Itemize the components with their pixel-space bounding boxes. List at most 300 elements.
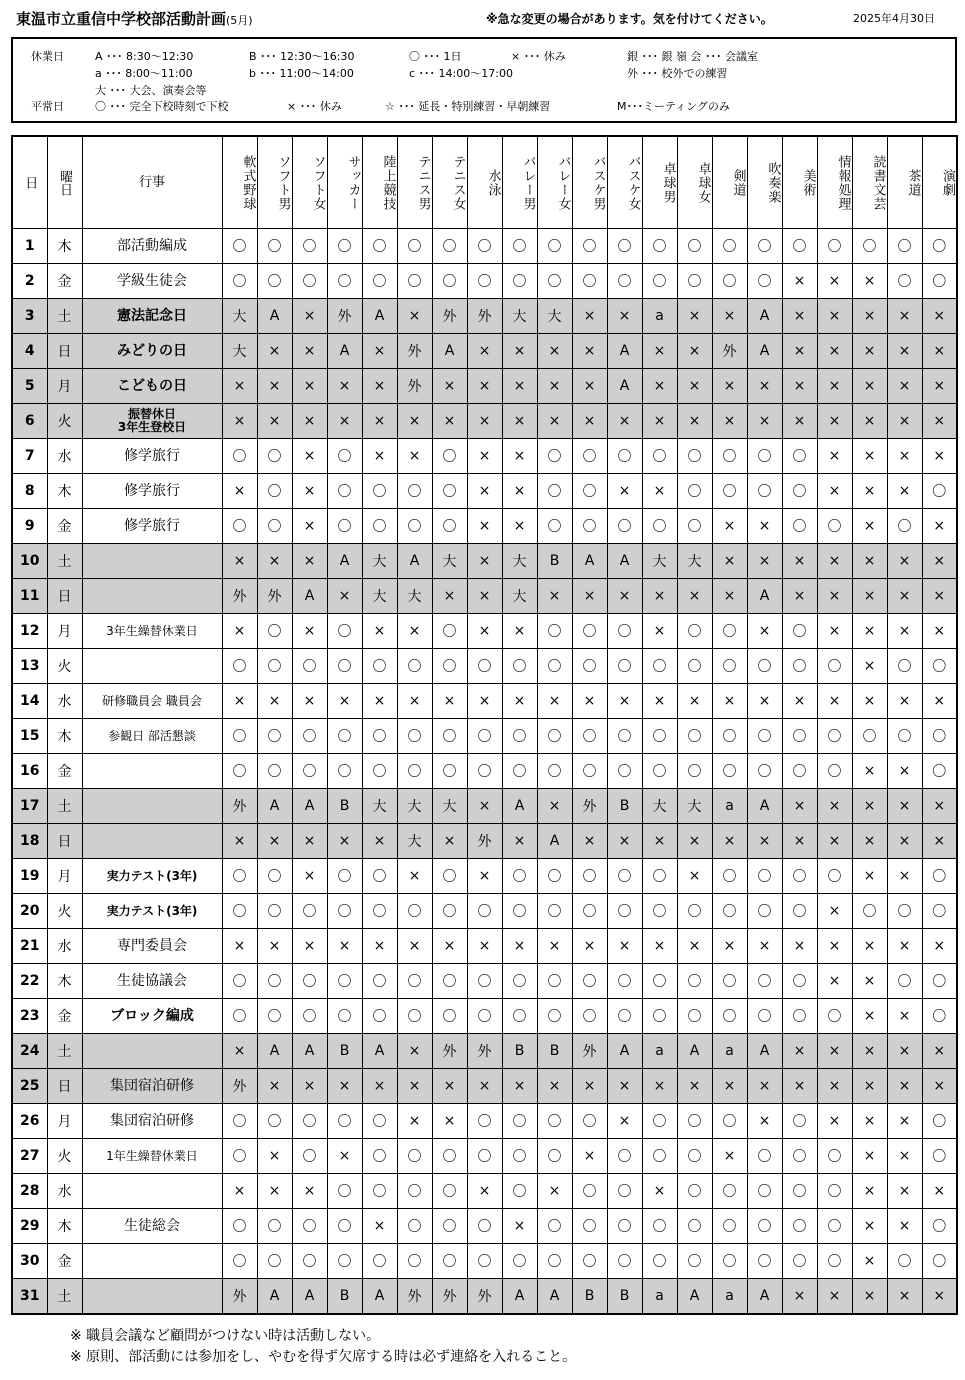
activity-cell: ×: [362, 439, 397, 474]
activity-cell: A: [292, 579, 327, 614]
activity-cell: 大: [502, 579, 537, 614]
activity-cell: 〇: [537, 229, 572, 264]
activity-cell: ×: [922, 824, 957, 859]
day-cell: 1: [12, 229, 47, 264]
activity-cell: 〇: [362, 894, 397, 929]
event-cell: ブロック編成: [82, 999, 222, 1034]
activity-cell: a: [712, 1279, 747, 1315]
activity-cell: 〇: [782, 719, 817, 754]
weekday-cell: 金: [47, 999, 82, 1034]
header-club: バスケ女: [607, 136, 642, 229]
activity-cell: 〇: [747, 999, 782, 1034]
table-row: [12, 614, 957, 649]
activity-cell: ×: [572, 824, 607, 859]
weekday-cell: 月: [47, 614, 82, 649]
activity-cell: ×: [572, 579, 607, 614]
activity-cell: 〇: [397, 229, 432, 264]
activity-cell: ×: [747, 369, 782, 404]
activity-cell: 〇: [537, 1244, 572, 1279]
activity-cell: 〇: [502, 1244, 537, 1279]
activity-cell: ×: [922, 369, 957, 404]
table-row: [12, 1069, 957, 1104]
activity-cell: 〇: [782, 754, 817, 789]
activity-cell: 〇: [712, 614, 747, 649]
activity-cell: 〇: [327, 719, 362, 754]
activity-cell: 〇: [782, 649, 817, 684]
header-club: バレー女: [537, 136, 572, 229]
activity-cell: 〇: [712, 719, 747, 754]
activity-cell: 〇: [817, 1139, 852, 1174]
day-cell: 31: [12, 1279, 47, 1315]
activity-cell: 〇: [432, 264, 467, 299]
activity-cell: 〇: [677, 264, 712, 299]
activity-cell: 〇: [222, 264, 257, 299]
activity-cell: 〇: [712, 1209, 747, 1244]
activity-cell: 〇: [887, 264, 922, 299]
activity-cell: ×: [852, 579, 887, 614]
activity-cell: A: [607, 334, 642, 369]
activity-cell: 〇: [432, 649, 467, 684]
activity-cell: ×: [642, 929, 677, 964]
activity-cell: ×: [677, 579, 712, 614]
activity-cell: 〇: [677, 999, 712, 1034]
activity-cell: A: [292, 1034, 327, 1069]
weekday-cell: 月: [47, 859, 82, 894]
activity-cell: ×: [467, 404, 502, 439]
activity-cell: 外: [432, 1034, 467, 1069]
activity-cell: ×: [677, 684, 712, 719]
activity-cell: 〇: [502, 229, 537, 264]
activity-cell: A: [747, 1279, 782, 1315]
event-cell: 部活動編成: [82, 229, 222, 264]
activity-cell: A: [257, 789, 292, 824]
activity-cell: 〇: [397, 894, 432, 929]
activity-cell: ×: [817, 964, 852, 999]
activity-cell: 〇: [362, 264, 397, 299]
footnote-2: ※ 原則、部活動には参加をし、やむを得ず欠席する時は必ず連絡を入れること。: [70, 1349, 577, 1365]
activity-cell: ×: [887, 1069, 922, 1104]
header-club: 水泳: [467, 136, 502, 229]
activity-cell: 〇: [257, 1104, 292, 1139]
activity-cell: 〇: [852, 719, 887, 754]
activity-cell: ×: [817, 894, 852, 929]
activity-cell: ×: [607, 474, 642, 509]
activity-cell: ×: [572, 404, 607, 439]
activity-cell: 〇: [467, 649, 502, 684]
activity-cell: 〇: [712, 474, 747, 509]
activity-cell: 〇: [327, 229, 362, 264]
activity-cell: ×: [922, 1279, 957, 1315]
activity-cell: 〇: [572, 649, 607, 684]
activity-cell: ×: [817, 264, 852, 299]
activity-cell: 〇: [397, 264, 432, 299]
activity-cell: 〇: [782, 894, 817, 929]
activity-cell: 〇: [712, 1244, 747, 1279]
activity-cell: 〇: [922, 1244, 957, 1279]
table-row: [12, 894, 957, 929]
event-cell: 学級生徒会: [82, 264, 222, 299]
activity-cell: 〇: [922, 894, 957, 929]
activity-cell: 〇: [677, 1139, 712, 1174]
activity-cell: 〇: [257, 1209, 292, 1244]
activity-cell: 〇: [222, 1209, 257, 1244]
activity-cell: ×: [922, 929, 957, 964]
table-row: [12, 1104, 957, 1139]
activity-cell: 〇: [222, 894, 257, 929]
activity-cell: ×: [922, 789, 957, 824]
day-cell: 14: [12, 684, 47, 719]
activity-cell: 〇: [747, 1244, 782, 1279]
activity-cell: 大: [362, 579, 397, 614]
activity-cell: ×: [502, 614, 537, 649]
activity-cell: 〇: [747, 754, 782, 789]
activity-cell: ×: [922, 439, 957, 474]
activity-cell: ×: [782, 1034, 817, 1069]
activity-cell: ×: [852, 299, 887, 334]
activity-cell: 〇: [747, 264, 782, 299]
weekday-cell: 土: [47, 544, 82, 579]
activity-cell: ×: [257, 1174, 292, 1209]
activity-cell: B: [327, 1034, 362, 1069]
activity-cell: ×: [327, 579, 362, 614]
activity-cell: ×: [327, 684, 362, 719]
activity-cell: ×: [502, 404, 537, 439]
activity-cell: 〇: [537, 649, 572, 684]
activity-cell: ×: [642, 614, 677, 649]
activity-cell: 〇: [747, 964, 782, 999]
activity-cell: 〇: [327, 859, 362, 894]
activity-cell: 〇: [712, 439, 747, 474]
activity-cell: 〇: [432, 754, 467, 789]
activity-cell: 〇: [712, 894, 747, 929]
activity-cell: 〇: [327, 264, 362, 299]
activity-cell: ×: [432, 824, 467, 859]
weekday-cell: 金: [47, 509, 82, 544]
activity-cell: ×: [782, 369, 817, 404]
activity-cell: ×: [922, 509, 957, 544]
day-cell: 30: [12, 1244, 47, 1279]
activity-cell: 〇: [677, 754, 712, 789]
activity-cell: 大: [677, 789, 712, 824]
activity-cell: 〇: [782, 859, 817, 894]
activity-cell: A: [502, 789, 537, 824]
activity-cell: ×: [817, 684, 852, 719]
activity-cell: ×: [852, 1069, 887, 1104]
activity-cell: 〇: [432, 964, 467, 999]
table-row: [12, 509, 957, 544]
event-cell: 修学旅行: [82, 474, 222, 509]
activity-cell: ×: [922, 684, 957, 719]
weekday-cell: 木: [47, 229, 82, 264]
activity-cell: 〇: [642, 999, 677, 1034]
activity-cell: ×: [397, 404, 432, 439]
weekday-cell: 木: [47, 474, 82, 509]
activity-cell: 〇: [572, 1104, 607, 1139]
activity-cell: 〇: [362, 754, 397, 789]
activity-cell: ×: [537, 684, 572, 719]
activity-cell: 〇: [642, 859, 677, 894]
activity-cell: ×: [572, 334, 607, 369]
day-cell: 9: [12, 509, 47, 544]
table-row: [12, 754, 957, 789]
weekday-cell: 土: [47, 299, 82, 334]
activity-cell: 大: [397, 824, 432, 859]
activity-cell: ×: [817, 579, 852, 614]
activity-cell: 〇: [887, 964, 922, 999]
activity-cell: 〇: [817, 754, 852, 789]
activity-cell: 〇: [362, 229, 397, 264]
activity-cell: ×: [887, 1104, 922, 1139]
activity-cell: ×: [292, 509, 327, 544]
activity-cell: 〇: [327, 1174, 362, 1209]
table-body: [12, 229, 957, 1315]
activity-cell: 〇: [537, 754, 572, 789]
activity-cell: 〇: [432, 859, 467, 894]
activity-cell: 〇: [677, 229, 712, 264]
activity-cell: ×: [712, 299, 747, 334]
activity-cell: 〇: [432, 1139, 467, 1174]
activity-cell: 〇: [467, 264, 502, 299]
activity-cell: 大: [397, 579, 432, 614]
activity-cell: ×: [817, 439, 852, 474]
activity-cell: 〇: [222, 754, 257, 789]
activity-cell: 〇: [292, 719, 327, 754]
weekday-cell: 土: [47, 789, 82, 824]
activity-cell: 〇: [817, 1209, 852, 1244]
activity-cell: a: [642, 299, 677, 334]
activity-cell: 〇: [537, 1104, 572, 1139]
activity-cell: 〇: [922, 754, 957, 789]
day-cell: 8: [12, 474, 47, 509]
activity-cell: ×: [852, 999, 887, 1034]
activity-cell: 外: [467, 1279, 502, 1315]
activity-cell: 〇: [537, 264, 572, 299]
activity-cell: 〇: [887, 649, 922, 684]
activity-cell: ×: [432, 1104, 467, 1139]
activity-cell: ×: [467, 334, 502, 369]
weekday-cell: 火: [47, 894, 82, 929]
activity-cell: 〇: [432, 509, 467, 544]
activity-cell: ×: [817, 299, 852, 334]
activity-cell: ×: [642, 404, 677, 439]
activity-cell: 〇: [467, 1209, 502, 1244]
activity-cell: 〇: [502, 859, 537, 894]
activity-cell: ×: [537, 404, 572, 439]
activity-cell: ×: [572, 369, 607, 404]
activity-cell: 〇: [292, 999, 327, 1034]
activity-cell: ×: [852, 1244, 887, 1279]
activity-cell: 〇: [467, 229, 502, 264]
activity-cell: 〇: [222, 859, 257, 894]
activity-cell: ×: [887, 1209, 922, 1244]
activity-cell: ×: [852, 1279, 887, 1315]
activity-cell: 〇: [362, 509, 397, 544]
activity-cell: ×: [852, 1209, 887, 1244]
activity-cell: ×: [677, 404, 712, 439]
activity-cell: 〇: [292, 264, 327, 299]
activity-cell: 〇: [257, 614, 292, 649]
table-row: [12, 964, 957, 999]
activity-cell: 〇: [607, 894, 642, 929]
activity-cell: 〇: [362, 1139, 397, 1174]
activity-cell: 〇: [782, 509, 817, 544]
header-club: バレー男: [502, 136, 537, 229]
activity-cell: 〇: [222, 1244, 257, 1279]
activity-cell: 〇: [677, 614, 712, 649]
event-cell: こどもの日: [82, 369, 222, 404]
event-cell: [82, 544, 222, 579]
event-cell: [82, 824, 222, 859]
activity-cell: 〇: [362, 1244, 397, 1279]
activity-cell: 〇: [432, 229, 467, 264]
activity-cell: 〇: [257, 859, 292, 894]
activity-cell: A: [747, 1034, 782, 1069]
activity-cell: ×: [712, 1139, 747, 1174]
activity-cell: 外: [257, 579, 292, 614]
activity-cell: 大: [642, 544, 677, 579]
activity-cell: ×: [677, 824, 712, 859]
activity-cell: 〇: [817, 859, 852, 894]
activity-cell: ×: [467, 859, 502, 894]
activity-cell: 〇: [502, 719, 537, 754]
activity-cell: A: [607, 369, 642, 404]
activity-cell: 〇: [677, 894, 712, 929]
activity-cell: 〇: [257, 474, 292, 509]
activity-cell: 〇: [257, 964, 292, 999]
activity-cell: 〇: [572, 229, 607, 264]
activity-cell: A: [432, 334, 467, 369]
activity-cell: ×: [362, 404, 397, 439]
activity-cell: ×: [502, 1069, 537, 1104]
event-cell: [82, 1034, 222, 1069]
activity-cell: ×: [292, 1174, 327, 1209]
activity-cell: 〇: [922, 1209, 957, 1244]
activity-cell: ×: [362, 334, 397, 369]
activity-cell: 〇: [572, 1174, 607, 1209]
activity-cell: 〇: [362, 859, 397, 894]
activity-cell: 〇: [467, 719, 502, 754]
page-title-month: (5月): [226, 14, 253, 27]
event-cell: [82, 1174, 222, 1209]
activity-cell: 〇: [537, 1209, 572, 1244]
table-row: [12, 229, 957, 264]
activity-cell: ×: [397, 1034, 432, 1069]
activity-cell: ×: [362, 1069, 397, 1104]
event-cell: 参観日 部活懇談: [82, 719, 222, 754]
table-row: [12, 1174, 957, 1209]
activity-cell: ×: [922, 404, 957, 439]
activity-cell: 外: [222, 579, 257, 614]
activity-cell: ×: [782, 544, 817, 579]
event-cell: 3年生繰替休業日: [82, 614, 222, 649]
activity-cell: 〇: [712, 859, 747, 894]
activity-cell: 〇: [362, 1104, 397, 1139]
activity-cell: 〇: [397, 719, 432, 754]
activity-cell: ×: [502, 369, 537, 404]
activity-cell: 〇: [817, 509, 852, 544]
activity-cell: ×: [257, 369, 292, 404]
activity-cell: 〇: [502, 264, 537, 299]
day-cell: 3: [12, 299, 47, 334]
activity-cell: ×: [677, 299, 712, 334]
activity-cell: ×: [887, 614, 922, 649]
activity-cell: ×: [607, 1104, 642, 1139]
activity-cell: a: [712, 1034, 747, 1069]
day-cell: 15: [12, 719, 47, 754]
activity-cell: ×: [432, 369, 467, 404]
activity-cell: ×: [887, 544, 922, 579]
day-cell: 18: [12, 824, 47, 859]
activity-cell: ×: [537, 369, 572, 404]
activity-cell: ×: [397, 684, 432, 719]
activity-cell: ×: [257, 404, 292, 439]
activity-cell: ×: [782, 789, 817, 824]
activity-cell: ×: [222, 404, 257, 439]
activity-cell: 〇: [222, 964, 257, 999]
activity-cell: 〇: [782, 229, 817, 264]
activity-cell: ×: [327, 1139, 362, 1174]
weekday-cell: 水: [47, 439, 82, 474]
activity-cell: 外: [467, 299, 502, 334]
activity-cell: ×: [467, 684, 502, 719]
activity-cell: ×: [292, 544, 327, 579]
activity-cell: 大: [222, 334, 257, 369]
activity-cell: ×: [642, 334, 677, 369]
activity-cell: ×: [642, 579, 677, 614]
legend-weekday-label: 平常日: [31, 100, 64, 113]
activity-cell: 〇: [432, 1174, 467, 1209]
table-row: [12, 299, 957, 334]
activity-cell: 〇: [712, 964, 747, 999]
activity-cell: ×: [817, 1104, 852, 1139]
day-cell: 24: [12, 1034, 47, 1069]
header-club: テニス女: [432, 136, 467, 229]
activity-cell: ×: [572, 299, 607, 334]
issue-date: 2025年4月30日: [853, 12, 935, 25]
activity-cell: a: [642, 1279, 677, 1315]
activity-cell: ×: [222, 1174, 257, 1209]
activity-cell: ×: [257, 1139, 292, 1174]
activity-cell: ×: [852, 439, 887, 474]
activity-cell: ×: [922, 579, 957, 614]
header-club: テニス男: [397, 136, 432, 229]
event-cell: [82, 404, 222, 439]
activity-cell: 〇: [327, 649, 362, 684]
activity-cell: 〇: [537, 894, 572, 929]
event-cell: 実力テスト(3年): [82, 859, 222, 894]
day-cell: 23: [12, 999, 47, 1034]
activity-cell: ×: [817, 789, 852, 824]
activity-cell: 〇: [817, 719, 852, 754]
activity-cell: 〇: [327, 964, 362, 999]
activity-cell: 〇: [852, 894, 887, 929]
table-row: [12, 719, 957, 754]
header-club: 茶道: [887, 136, 922, 229]
activity-cell: 〇: [432, 614, 467, 649]
activity-cell: 大: [537, 299, 572, 334]
activity-cell: 〇: [502, 649, 537, 684]
activity-cell: 〇: [327, 1104, 362, 1139]
day-cell: 5: [12, 369, 47, 404]
activity-cell: ×: [817, 1069, 852, 1104]
activity-cell: 〇: [607, 509, 642, 544]
weekday-cell: 木: [47, 964, 82, 999]
activity-cell: ×: [502, 824, 537, 859]
activity-cell: B: [537, 544, 572, 579]
activity-cell: 〇: [817, 229, 852, 264]
activity-cell: 〇: [572, 754, 607, 789]
table-row: [12, 544, 957, 579]
